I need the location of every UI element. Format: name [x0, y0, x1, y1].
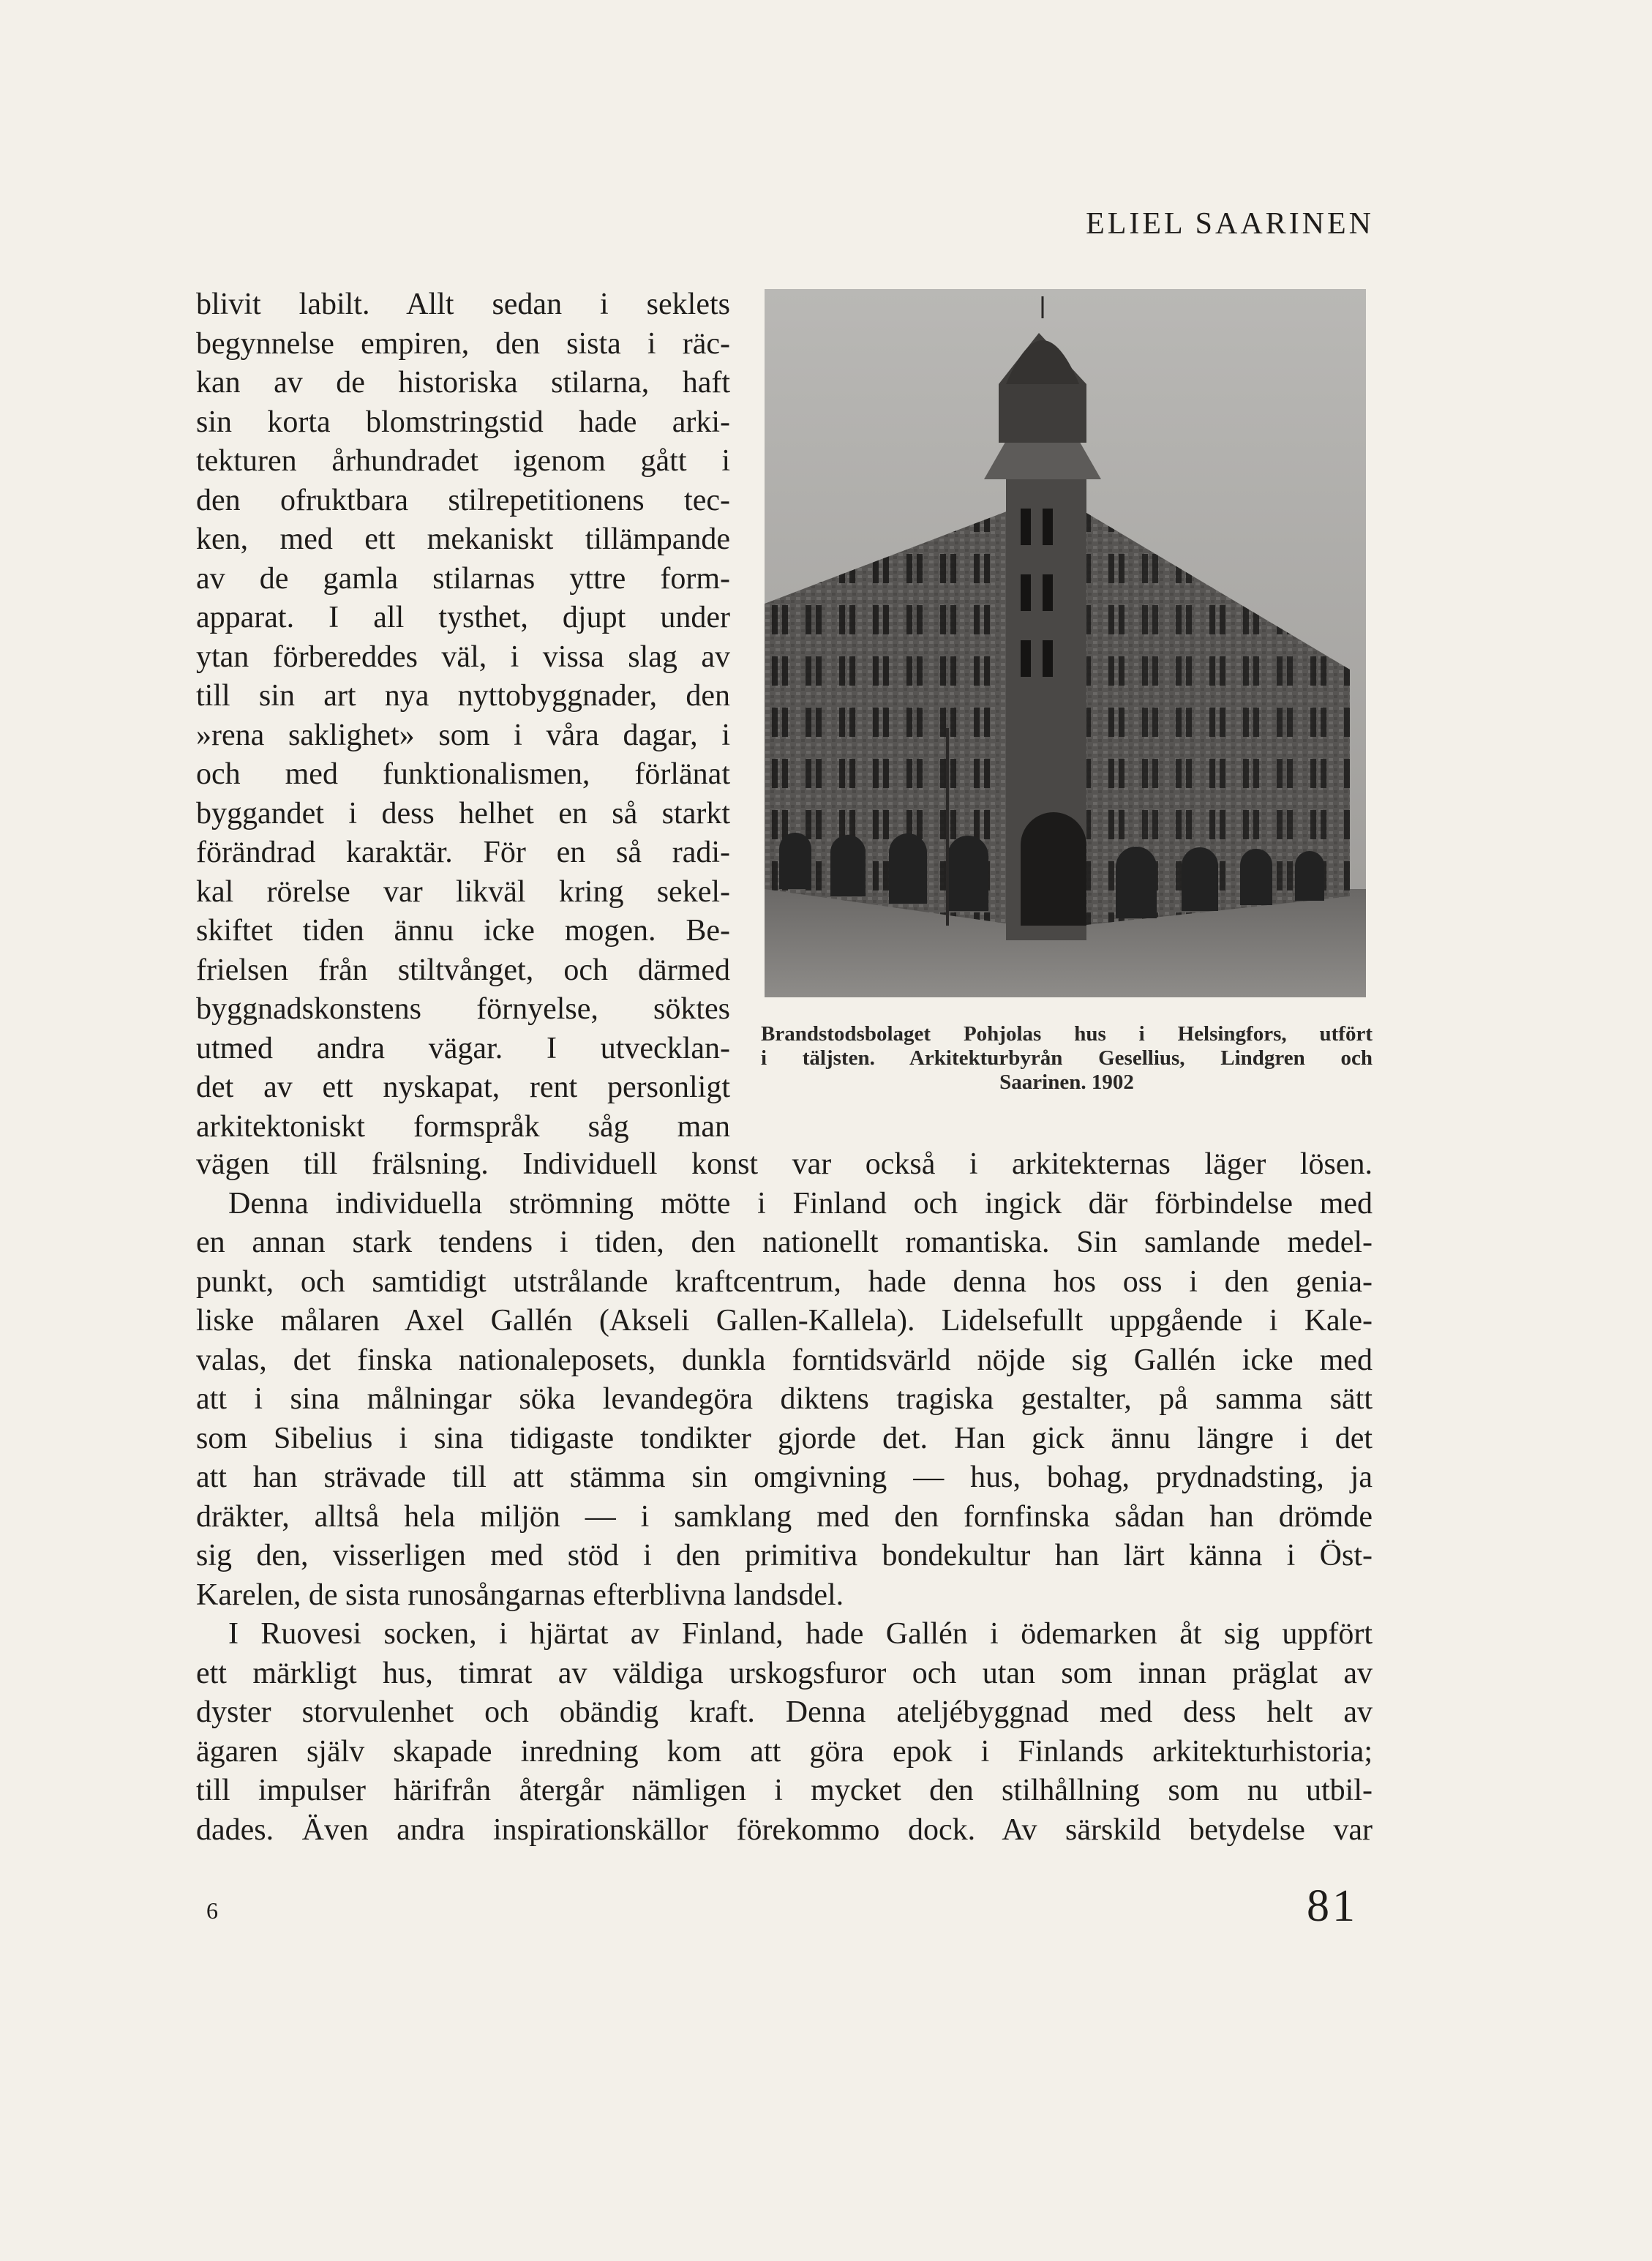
text-line: liske målaren Axel Gallén (Akseli Gallen-Kallela). Lidelsefullt uppgående i Kale- [196, 1304, 1373, 1338]
text-line: Denna individuella strömning mötte i Finland och ingick där förbindelse med [228, 1186, 1373, 1221]
text-line: ägaren själv skapade inredning kom att göra epok i Finlands arkitekturhistoria; [196, 1734, 1373, 1769]
page-number: 81 [1307, 1881, 1358, 1931]
text-line: tekturen århundradet igenom gått i [196, 444, 730, 478]
body-text [196, 1145, 1373, 1850]
text-line: frielsen från stiltvånget, och därmed [196, 953, 730, 987]
text-line: blivit labilt. Allt sedan i seklets [196, 288, 730, 321]
text-line: vägen till frälsning. Individuell konst var också i arkitekternas läger lösen. [196, 1147, 1373, 1181]
column-text [196, 285, 730, 1147]
text-line: skiftet tiden ännu icke mogen. Be- [196, 914, 730, 948]
text-line: en annan stark tendens i tiden, den nationellt romantiska. Sin samlande medel- [196, 1226, 1373, 1259]
text-line: att i sina målningar söka levandegöra diktens tragiska gestalter, på samma sätt [196, 1382, 1373, 1416]
text-line: dades. Även andra inspirationskällor förekommo dock. Av särskild betydelse var [196, 1812, 1373, 1847]
text-line: ytan förbereddes väl, i vissa slag av [196, 640, 730, 674]
text-line: kan av de historiska stilarna, haft [196, 366, 730, 400]
photo-caption [761, 1022, 1373, 1095]
text-line: ett märkligt hus, timrat av väldiga urskogsfuror och utan som innan präglat av [196, 1656, 1373, 1690]
caption-line: Brandstodsbolaget Pohjolas hus i Helsingfors, utfört [761, 1022, 1373, 1046]
text-line: det av ett nyskapat, rent personligt [196, 1070, 730, 1104]
building-illustration [765, 289, 1366, 997]
text-line: begynnelse empiren, den sista i räc- [196, 326, 730, 361]
text-line: apparat. I all tysthet, djupt under [196, 601, 730, 634]
caption-line: i täljsten. Arkitekturbyrån Gesellius, Lindgren och [761, 1046, 1373, 1070]
text-line: av de gamla stilarnas yttre form- [196, 561, 730, 596]
text-line: sig den, visserligen med stöd i den primitiva bondekultur han lärt känna i Öst- [196, 1539, 1373, 1572]
text-line: byggnadskonstens förnyelse, söktes [196, 992, 730, 1026]
caption-line: Saarinen. 1902 [999, 1070, 1134, 1094]
text-line: arkitektoniskt formspråk såg man [196, 1109, 730, 1144]
text-line: förändrad karaktär. För en så radi- [196, 836, 730, 869]
text-line: och med funktionalismen, förlänat [196, 757, 730, 791]
text-line: dyster storvulenhet och obändig kraft. Denna ateljébyggnad med dess helt av [196, 1695, 1373, 1729]
text-line: kal rörelse var likväl kring sekel- [196, 874, 730, 909]
text-line: till impulser härifrån återgår nämligen i mycket den stilhållning som nu utbil- [196, 1774, 1373, 1807]
building-photo [765, 289, 1366, 997]
text-line: I Ruovesi socken, i hjärtat av Finland, hade Gallén i ödemarken åt sig uppfört [228, 1617, 1373, 1651]
signature-mark: 6 [206, 1897, 218, 1924]
text-line: den ofruktbara stilrepetitionens tec- [196, 483, 730, 517]
text-line: valas, det finska nationaleposets, dunkla forntidsvärld nöjde sig Gallén icke med [196, 1343, 1373, 1377]
running-title: ELIEL SAARINEN [1086, 207, 1374, 241]
text-line: »rena saklighet» som i våra dagar, i [196, 718, 730, 752]
text-line: dräkter, alltså hela miljön — i samklang med den fornfinska sådan han drömde [196, 1499, 1373, 1534]
text-line: till sin art nya nyttobyggnader, den [196, 679, 730, 713]
text-line: som Sibelius i sina tidigaste tondikter gjorde det. Han gick ännu längre i det [196, 1421, 1373, 1455]
text-line: punkt, och samtidigt utstrålande kraftcentrum, hade denna hos oss i den genia- [196, 1264, 1373, 1299]
text-line: sin korta blomstringstid hade arki- [196, 405, 730, 439]
text-line: att han strävade till att stämma sin omgivning — hus, bohag, prydnadsting, ja [196, 1461, 1373, 1494]
text-line: utmed andra vägar. I utvecklan- [196, 1031, 730, 1065]
text-line: ken, med ett mekaniskt tillämpande [196, 522, 730, 556]
text-line: Karelen, de sista runosångarnas efterblivna landsdel. [196, 1578, 844, 1612]
text-line: byggandet i dess helhet en så starkt [196, 796, 730, 830]
